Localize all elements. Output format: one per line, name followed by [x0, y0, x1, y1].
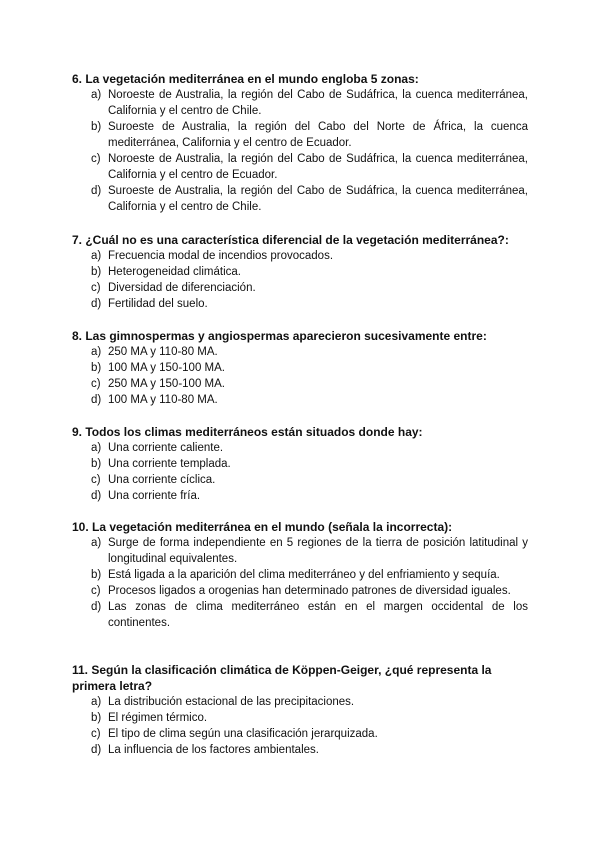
option-text: Suroeste de Australia, la región del Cabo de Sudáfrica, la cuenca mediterránea, California y el centro de Chile. — [108, 185, 528, 213]
question-title: 8. Las gimnospermas y angiospermas aparecieron sucesivamente entre: — [72, 329, 487, 343]
option-letter: b) — [91, 569, 102, 581]
option-letter: c) — [91, 378, 101, 390]
options-list — [72, 87, 528, 215]
option-d — [72, 599, 528, 631]
option-b — [72, 456, 528, 472]
option-text: Una corriente cíclica. — [108, 474, 216, 486]
option-letter: d) — [91, 394, 102, 406]
question-8 — [72, 328, 528, 408]
option-c — [72, 280, 528, 296]
option-a — [72, 694, 528, 710]
question-title: 10. La vegetación mediterránea en el mundo (señala la incorrecta): — [72, 520, 453, 534]
options-list — [72, 694, 528, 758]
option-text: Fertilidad del suelo. — [108, 298, 208, 310]
question-6 — [72, 71, 528, 215]
option-b — [72, 119, 528, 151]
option-letter: b) — [91, 121, 102, 133]
option-letter: b) — [91, 362, 102, 374]
option-text: Suroeste de Australia, la región del Cabo del Norte de África, la cuenca mediterránea, California y el centro de Ecuador. — [108, 121, 528, 149]
option-d — [72, 183, 528, 215]
option-b — [72, 567, 528, 583]
option-text: El tipo de clima según una clasificación jerarquizada. — [108, 728, 378, 740]
option-d — [72, 296, 528, 312]
option-a — [72, 344, 528, 360]
option-text: La distribución estacional de las precipitaciones. — [108, 696, 355, 708]
question-9 — [72, 424, 528, 504]
option-text: Una corriente fría. — [108, 490, 201, 502]
option-text: El régimen térmico. — [108, 712, 208, 724]
option-text: Frecuencia modal de incendios provocados. — [108, 250, 334, 262]
option-a — [72, 248, 528, 264]
option-letter: a) — [91, 696, 102, 708]
option-letter: c) — [91, 153, 101, 165]
question-10 — [72, 519, 528, 631]
option-letter: c) — [91, 282, 101, 294]
question-7 — [72, 232, 528, 312]
option-c — [72, 376, 528, 392]
option-text: 250 MA y 150-100 MA. — [108, 378, 225, 390]
option-d — [72, 392, 528, 408]
option-a — [72, 535, 528, 567]
option-b — [72, 710, 528, 726]
option-letter: a) — [91, 537, 102, 549]
option-text: Surge de forma independiente en 5 regiones de la tierra de posición latitudinal y longitudinal equivalentes. — [108, 537, 528, 565]
option-letter: d) — [91, 185, 102, 197]
option-d — [72, 742, 528, 758]
question-title: 7. ¿Cuál no es una característica diferencial de la vegetación mediterránea?: — [72, 233, 509, 247]
option-text: Heterogeneidad climática. — [108, 266, 241, 278]
option-letter: c) — [91, 474, 101, 486]
options-list — [72, 344, 528, 408]
option-letter: c) — [91, 728, 101, 740]
option-text: 250 MA y 110-80 MA. — [108, 346, 218, 358]
question-title: 11. Según la clasificación climática de Köppen-Geiger, ¿qué representa la primera letra? — [72, 663, 492, 693]
option-letter: c) — [91, 585, 101, 597]
question-title: 9. Todos los climas mediterráneos están situados donde hay: — [72, 425, 423, 439]
option-text: 100 MA y 110-80 MA. — [108, 394, 218, 406]
option-text: Noroeste de Australia, la región del Cabo de Sudáfrica, la cuenca mediterránea, California y el centro de Chile. — [108, 89, 528, 117]
option-b — [72, 264, 528, 280]
option-d — [72, 488, 528, 504]
option-letter: d) — [91, 298, 102, 310]
options-list — [72, 535, 528, 631]
option-letter: b) — [91, 458, 102, 470]
option-b — [72, 360, 528, 376]
options-list — [72, 248, 528, 312]
option-c — [72, 151, 528, 183]
option-letter: b) — [91, 712, 102, 724]
option-text: Una corriente templada. — [108, 458, 231, 470]
option-text: Noroeste de Australia, la región del Cabo de Sudáfrica, la cuenca mediterránea, California y el centro de Ecuador. — [108, 153, 528, 181]
option-letter: b) — [91, 266, 102, 278]
option-a — [72, 440, 528, 456]
option-letter: d) — [91, 490, 102, 502]
option-text: Diversidad de diferenciación. — [108, 282, 256, 294]
option-letter: a) — [91, 250, 102, 262]
option-letter: a) — [91, 346, 102, 358]
option-c — [72, 726, 528, 742]
option-text: Procesos ligados a orogenias han determinado patrones de diversidad iguales. — [108, 585, 511, 597]
option-letter: a) — [91, 442, 102, 454]
option-text: Una corriente caliente. — [108, 442, 224, 454]
option-letter: a) — [91, 89, 102, 101]
option-letter: d) — [91, 744, 102, 756]
option-a — [72, 87, 528, 119]
question-title: 6. La vegetación mediterránea en el mundo engloba 5 zonas: — [72, 72, 419, 86]
option-text: 100 MA y 150-100 MA. — [108, 362, 225, 374]
option-c — [72, 472, 528, 488]
option-text: La influencia de los factores ambientales. — [108, 744, 319, 756]
option-c — [72, 583, 528, 599]
option-text: Está ligada a la aparición del clima mediterráneo y del enfriamiento y sequía. — [108, 569, 500, 581]
options-list — [72, 440, 528, 504]
question-11 — [72, 662, 528, 758]
option-letter: d) — [91, 601, 102, 613]
option-text: Las zonas de clima mediterráneo están en el margen occidental de los continentes. — [108, 601, 528, 629]
